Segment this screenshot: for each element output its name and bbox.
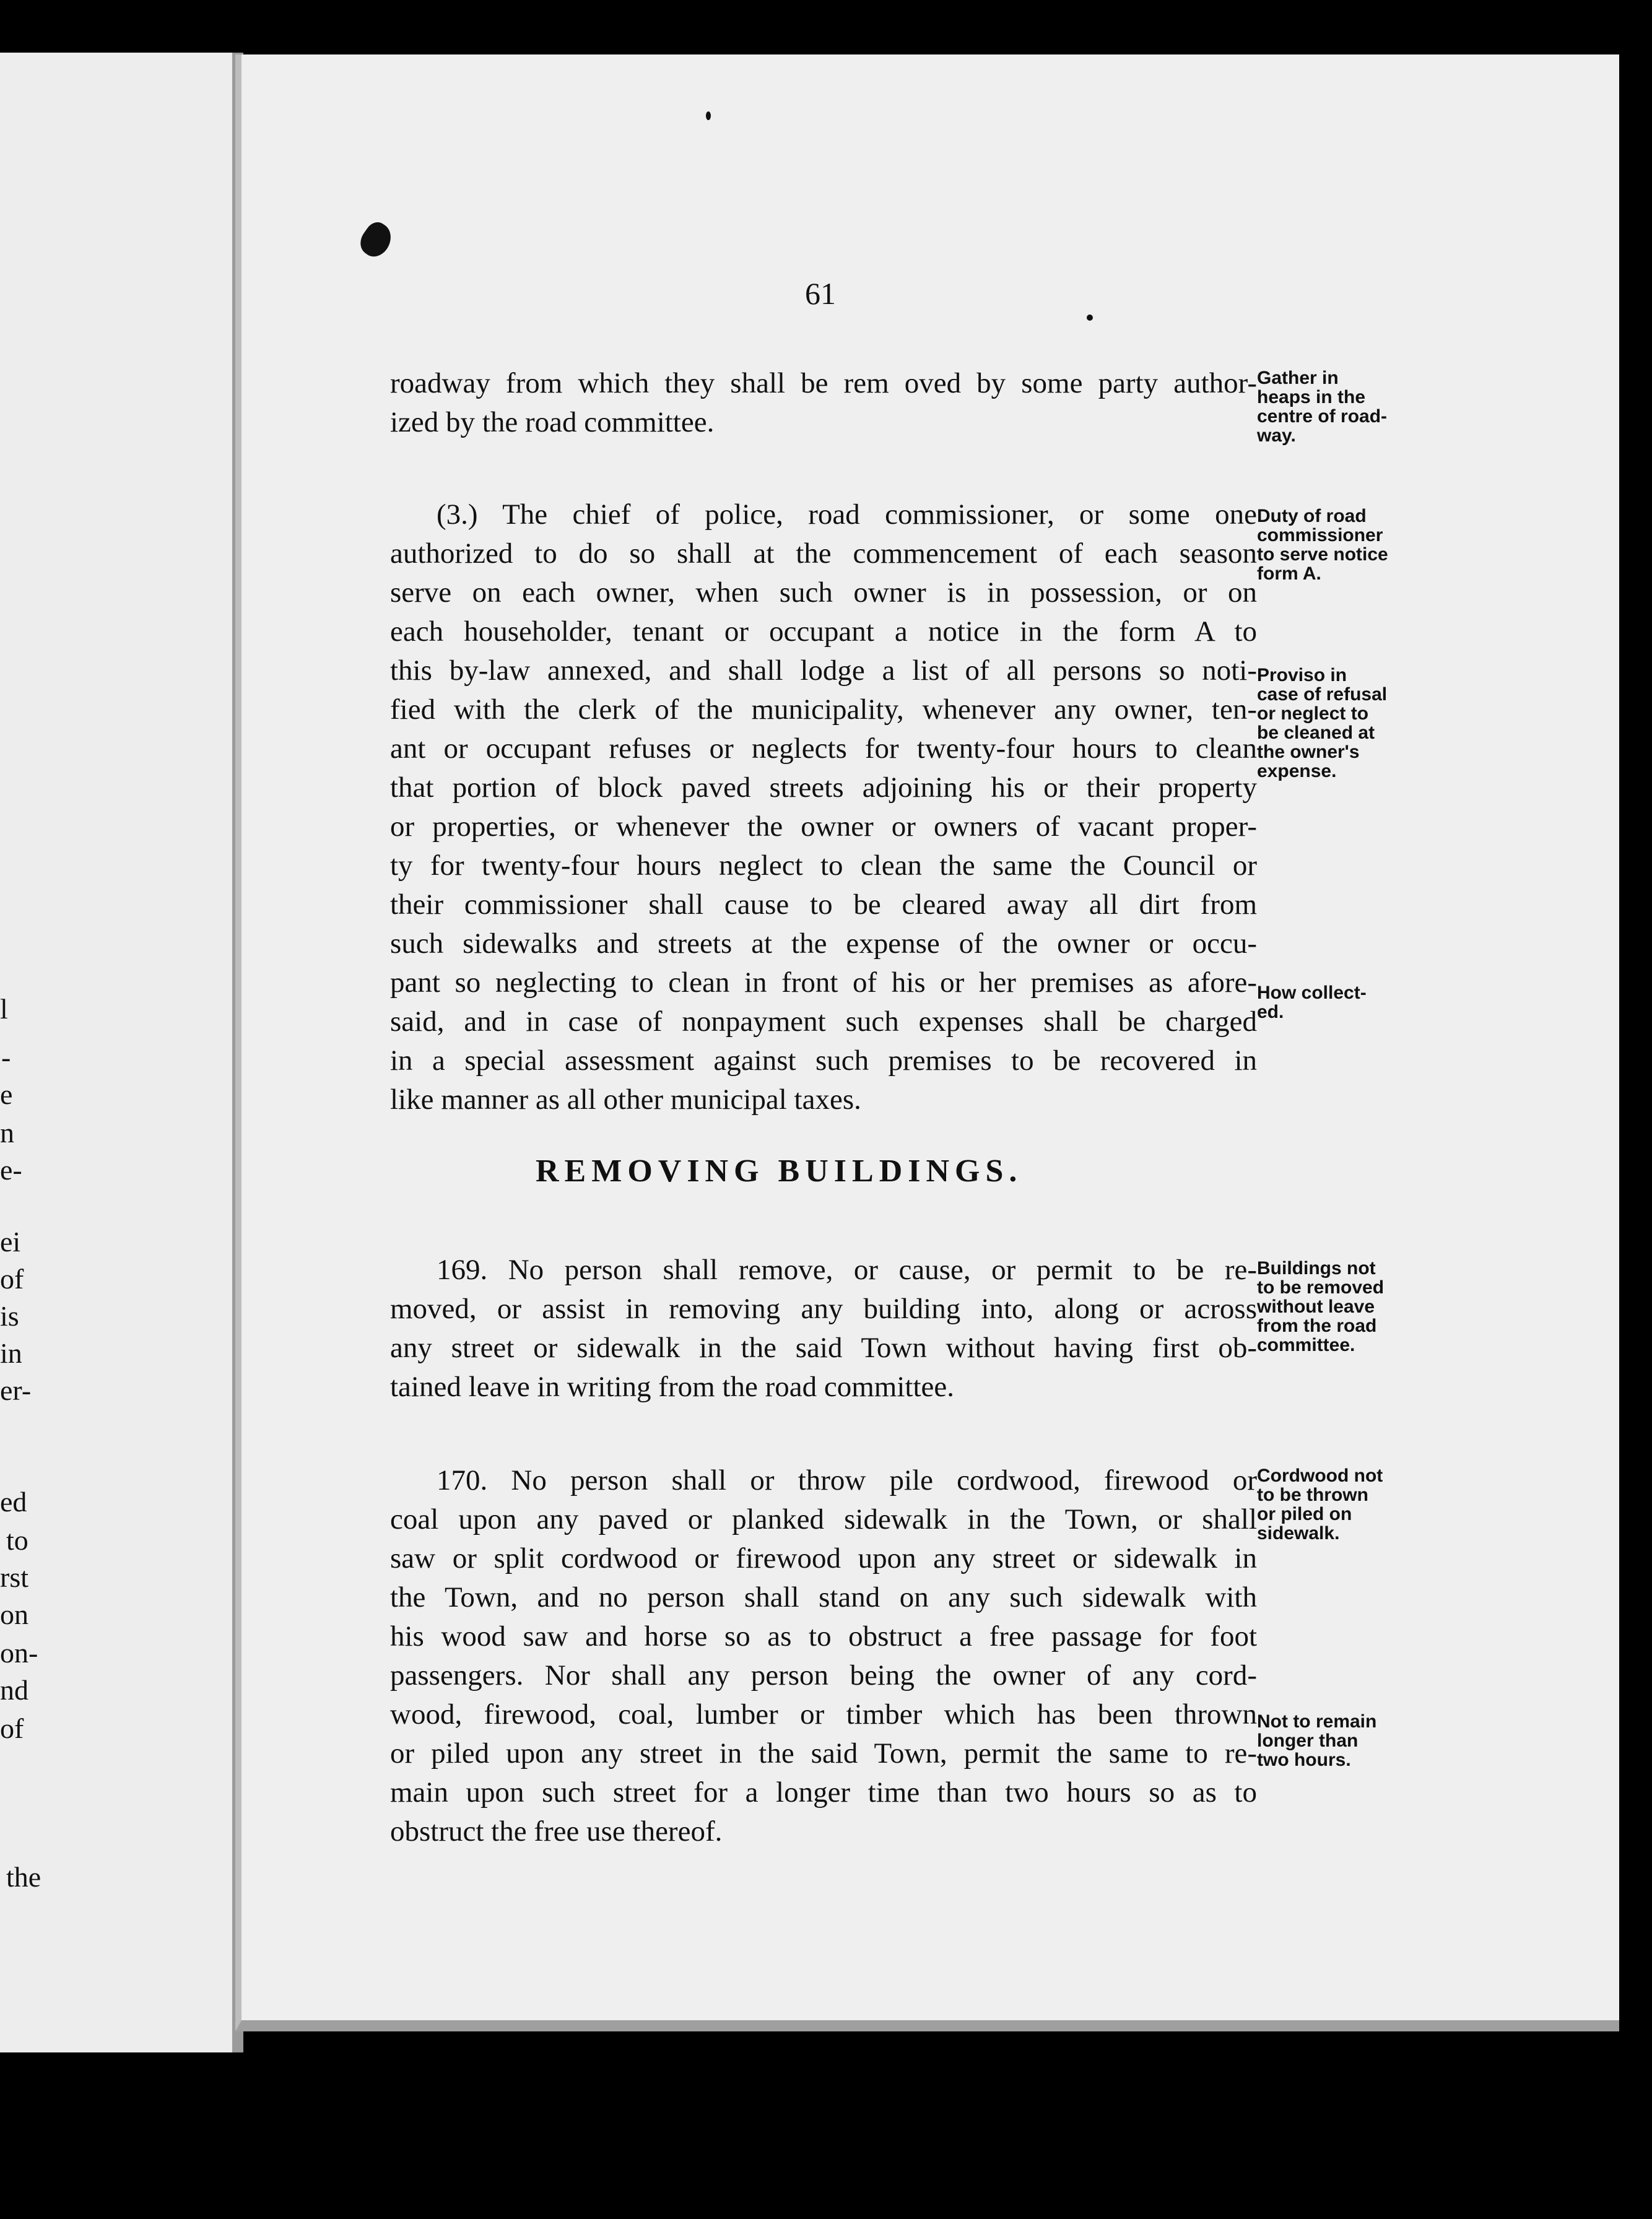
note-line: to be removed xyxy=(1257,1277,1385,1298)
note-line: ed. xyxy=(1257,1002,1284,1022)
margin-note-proviso xyxy=(1257,666,1443,781)
paragraph-continuation xyxy=(390,364,1257,442)
left-page-fragment: of xyxy=(0,1713,24,1744)
left-page-fragment: e xyxy=(0,1079,13,1110)
page-number: 61 xyxy=(805,276,836,311)
left-page-fragment: ei xyxy=(0,1226,21,1257)
note-line: sidewalk. xyxy=(1257,1523,1340,1544)
note-line: Buildings not xyxy=(1257,1258,1376,1279)
text-line: their commissioner shall cause to be cleared away all dirt from xyxy=(390,888,1257,921)
text-line: roadway from which they shall be rem oved by some party author- xyxy=(390,367,1257,399)
margin-note-not-remain xyxy=(1257,1712,1443,1770)
note-line: to serve notice xyxy=(1257,544,1388,565)
text-line: each householder, tenant or occupant a notice in the form A to xyxy=(390,615,1257,648)
note-line: to be thrown xyxy=(1257,1485,1368,1505)
text-line: such sidewalks and streets at the expense of the owner or occu- xyxy=(390,927,1257,960)
text-line: ant or occupant refuses or neglects for twenty-four hours to clean xyxy=(390,732,1257,765)
ink-speck xyxy=(1087,315,1093,321)
left-page-fragment: the xyxy=(6,1861,41,1893)
left-page-fragment: er- xyxy=(0,1374,32,1406)
text-line: moved, or assist in removing any building into, along or across xyxy=(390,1293,1257,1325)
text-line: authorized to do so shall at the commencement of each season xyxy=(390,537,1257,570)
text-line: main upon such street for a longer time than two hours so as to xyxy=(390,1776,1257,1809)
text-line: ized by the road committee. xyxy=(390,406,715,438)
left-page-fragment: - xyxy=(1,1041,11,1073)
left-facing-page xyxy=(0,53,243,2052)
text-line: any street or sidewalk in the said Town without having first ob- xyxy=(390,1332,1257,1364)
note-line: committee. xyxy=(1257,1335,1355,1355)
margin-note-cordwood xyxy=(1257,1466,1443,1543)
text-line: (3.) The chief of police, road commissioner, or some one xyxy=(437,498,1257,531)
text-line: in a special assessment against such premises to be recovered in xyxy=(390,1044,1257,1077)
text-line: the Town, and no person shall stand on any such sidewalk with xyxy=(390,1581,1257,1613)
text-line: obstruct the free use thereof. xyxy=(390,1815,723,1848)
note-line: commissioner xyxy=(1257,525,1383,545)
left-page-fragment: to xyxy=(6,1524,28,1556)
note-line: without leave xyxy=(1257,1296,1375,1317)
left-page-fragment: nd xyxy=(0,1674,28,1706)
note-line: centre of road- xyxy=(1257,406,1388,427)
paragraph-3 xyxy=(390,495,1257,1119)
left-page-fragment: e- xyxy=(0,1154,22,1186)
text-line: his wood saw and horse so as to obstruct a free passage for foot xyxy=(390,1620,1257,1652)
note-line: be cleaned at xyxy=(1257,723,1375,743)
margin-note-buildings xyxy=(1257,1259,1443,1355)
note-line: Not to remain xyxy=(1257,1711,1377,1732)
note-line: two hours. xyxy=(1257,1750,1351,1770)
left-page-fragment: ed xyxy=(0,1486,27,1518)
note-line: case of refusal xyxy=(1257,684,1388,705)
margin-note-duty xyxy=(1257,506,1443,583)
text-line: serve on each owner, when such owner is in possession, or on xyxy=(390,576,1257,609)
section-169 xyxy=(390,1251,1257,1407)
margin-note-gather xyxy=(1257,368,1443,445)
note-line: from the road xyxy=(1257,1316,1377,1336)
note-line: or neglect to xyxy=(1257,703,1369,724)
note-line: form A. xyxy=(1257,563,1321,584)
text-line: this by-law annexed, and shall lodge a list of all persons so noti- xyxy=(390,654,1257,687)
text-line: coal upon any paved or planked sidewalk in the Town, or shall xyxy=(390,1503,1257,1535)
text-line: passengers. Nor shall any person being the owner of any cord- xyxy=(390,1659,1257,1691)
left-page-fragment: of xyxy=(0,1263,24,1295)
section-heading: REMOVING BUILDINGS. xyxy=(536,1153,1023,1189)
margin-note-how xyxy=(1257,983,1443,1022)
text-line: fied with the clerk of the municipality, whenever any owner, ten- xyxy=(390,693,1257,726)
note-line: expense. xyxy=(1257,761,1337,781)
note-line: Proviso in xyxy=(1257,665,1347,685)
text-line: said, and in case of nonpayment such expenses shall be charged xyxy=(390,1005,1257,1038)
note-line: way. xyxy=(1257,425,1296,446)
left-page-fragment: on xyxy=(0,1599,28,1630)
note-line: Duty of road xyxy=(1257,506,1367,526)
note-line: longer than xyxy=(1257,1730,1359,1751)
left-page-fragment: rst xyxy=(0,1561,28,1593)
text-line: tained leave in writing from the road committee. xyxy=(390,1371,954,1403)
left-page-fragment: n xyxy=(0,1117,14,1149)
text-line: 170. No person shall or throw pile cordwood, firewood or xyxy=(437,1464,1257,1496)
note-line: Cordwood not xyxy=(1257,1466,1383,1486)
text-line: saw or split cordwood or firewood upon any street or sidewalk in xyxy=(390,1542,1257,1574)
note-line: or piled on xyxy=(1257,1504,1352,1524)
text-line: like manner as all other municipal taxes. xyxy=(390,1083,861,1116)
text-line: pant so neglecting to clean in front of his or her premises as afore- xyxy=(390,966,1257,999)
left-page-fragment: l xyxy=(0,993,8,1025)
text-line: or properties, or whenever the owner or owners of vacant proper- xyxy=(390,810,1257,843)
left-page-fragment: on- xyxy=(0,1637,38,1669)
text-line: ty for twenty-four hours neglect to clean the same the Council or xyxy=(390,849,1257,882)
text-line: wood, firewood, coal, lumber or timber which has been thrown xyxy=(390,1698,1257,1730)
note-line: How collect- xyxy=(1257,983,1367,1003)
ink-speck xyxy=(706,111,711,120)
left-page-fragment: in xyxy=(0,1337,22,1369)
text-line: 169. No person shall remove, or cause, or permit to be re- xyxy=(437,1254,1257,1286)
section-170 xyxy=(390,1461,1257,1851)
note-line: heaps in the xyxy=(1257,387,1366,407)
note-line: Gather in xyxy=(1257,368,1339,388)
text-line: or piled upon any street in the said Town, permit the same to re- xyxy=(390,1737,1257,1770)
text-line: that portion of block paved streets adjoining his or their property xyxy=(390,771,1257,804)
left-page-fragment: is xyxy=(0,1300,19,1332)
note-line: the owner's xyxy=(1257,742,1360,762)
